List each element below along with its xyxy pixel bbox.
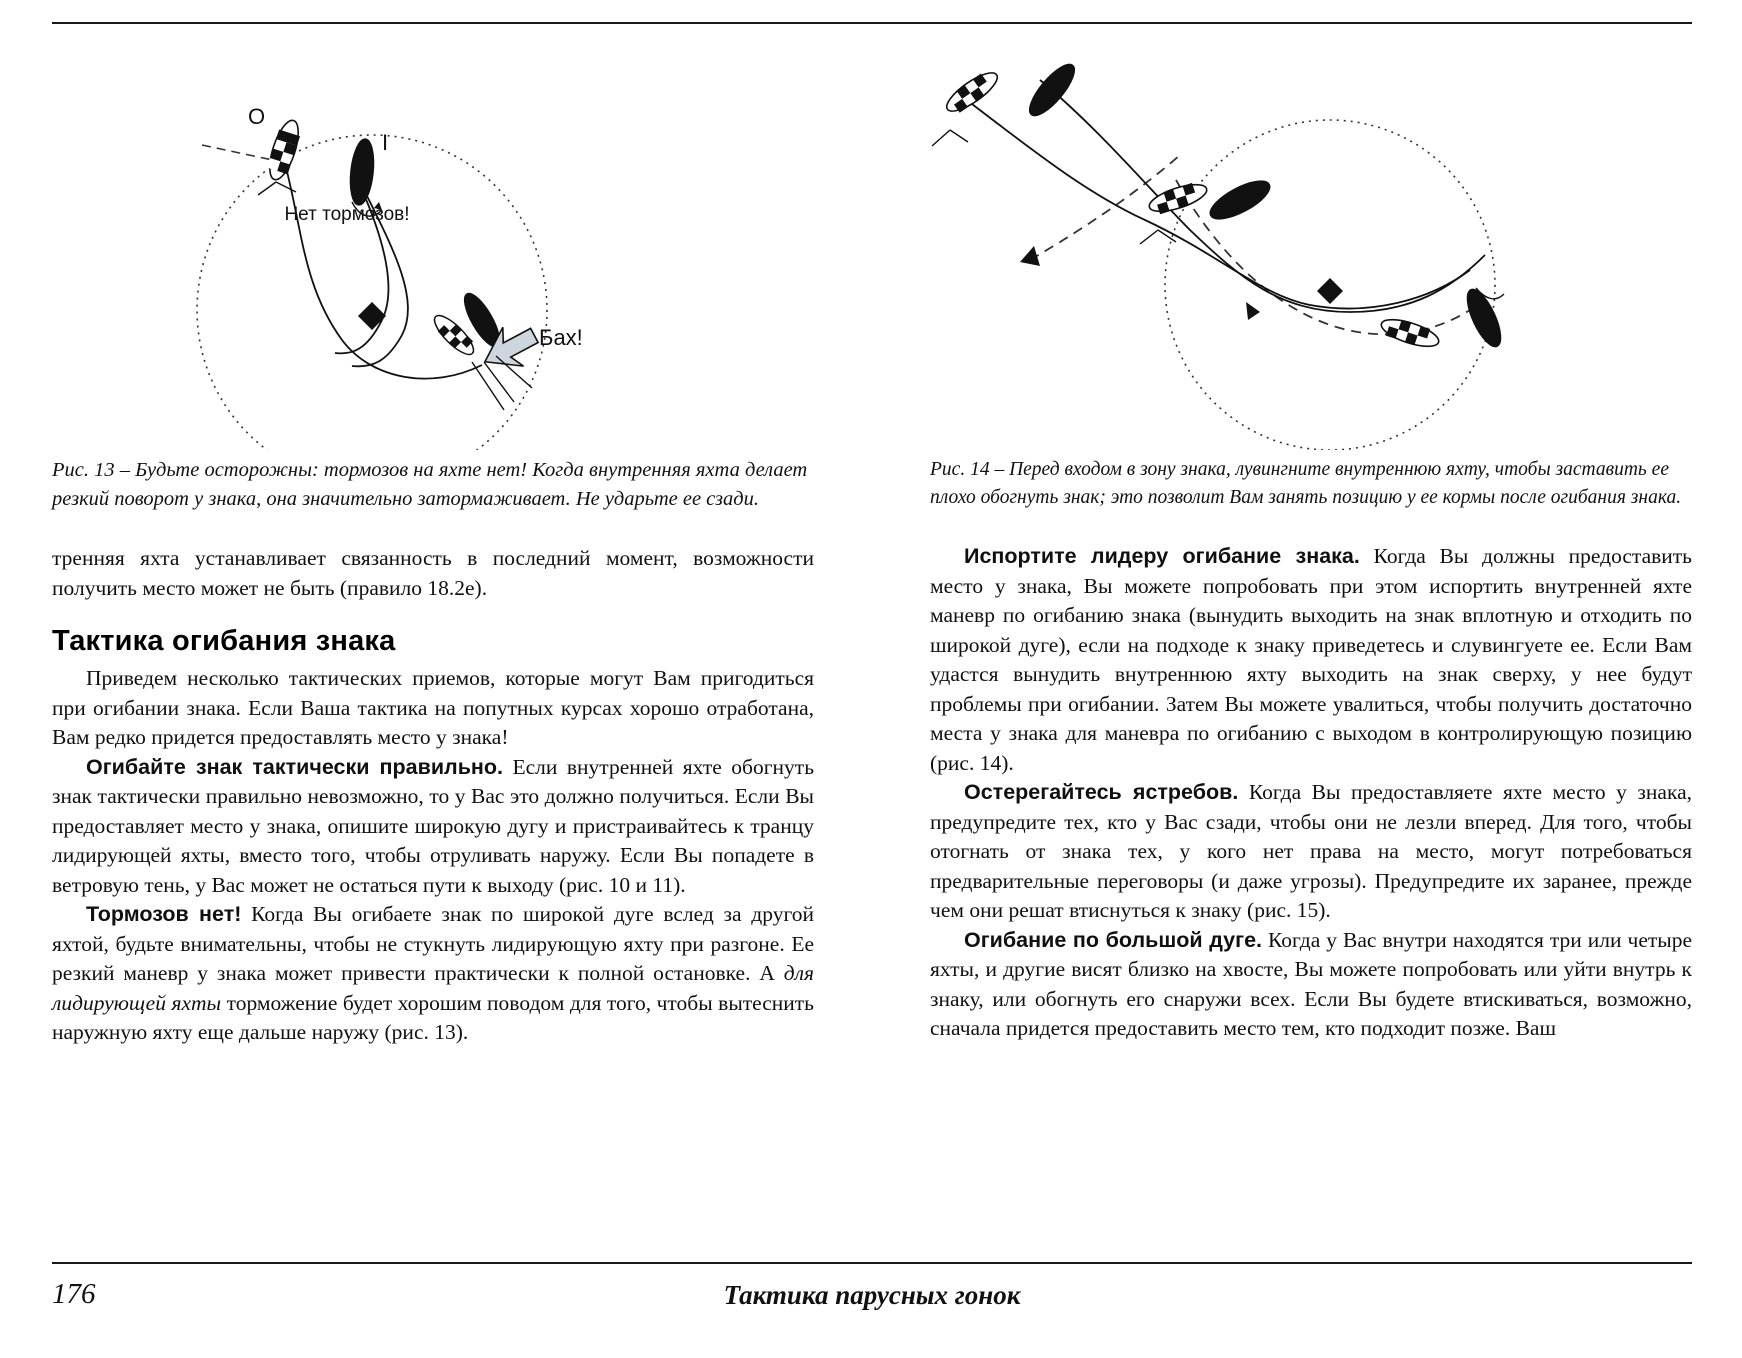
left-paragraph-3 (52, 900, 814, 1048)
left-paragraph-3-lead: Тормозов нет! (86, 902, 242, 926)
page-number: 176 (52, 1278, 96, 1310)
right-paragraph-1 (930, 542, 1692, 778)
right-paragraph-2 (930, 778, 1692, 926)
boat-checkered-3-icon (1378, 314, 1441, 352)
right-paragraph-3-lead: Огибание по большой дуге. (964, 927, 1263, 952)
right-paragraph-2-lead: Остерегайтесь ястребов. (964, 780, 1239, 804)
track-1 (960, 95, 1470, 308)
right-paragraph-1-text: Когда Вы должны предоставить место у знака, Вы можете попробовать при этом испортить внутренней яхте маневр по огибанию знака (вынудить выходить на знак вплотную и отходить по широкой дуге), если на подходе к знаку приведетесь и слувингуете ее. Если Вам удастся вынудить внутреннюю яхту выходить на знак сверху, у нее будут проблемы при огибании. Затем Вы можете увалиться, чтобы получить достаточно места у знака для маневра по огибанию с выходом в контролирующую позицию (рис. 14). (930, 544, 1692, 775)
figure-13 (52, 50, 814, 450)
left-column (52, 50, 814, 1048)
left-paragraph-2-text: Если внутренней яхте обогнуть знак тактически правильно невозможно, то у Вас это должно получиться. Если Вы предоставляет место у знака, опишите широкую дугу и пристраивайтесь к транцу лидирующей яхты, вместо того, чтобы отруливать наружу. Если Вы попадете в ветровую тень, у Вас может не остаться пути к выходу (рис. 10 и 11). (52, 754, 814, 897)
right-column (930, 50, 1692, 1044)
right-paragraph-1-lead: Испортите лидеру огибание знака. (964, 544, 1360, 568)
boat-inner-icon (348, 138, 377, 206)
mark-icon (358, 302, 386, 330)
left-continued-paragraph: тренняя яхта устанавливает связанность в последний момент, возможности получить место может не быть (правило 18.2е). (52, 546, 814, 600)
top-rule (52, 22, 1692, 24)
label-bang: Бах! (539, 325, 583, 350)
boat-checkered-1-icon (942, 67, 1003, 118)
dashed-arrow-head-1 (1020, 246, 1040, 266)
rudder-strokes-1 (932, 130, 968, 146)
boat-black-2-icon (1205, 174, 1275, 226)
page-columns (52, 50, 1692, 1250)
right-paragraph-2-text: Когда Вы предоставляете яхте место у знака, предупредите тех, кто у Вас сзади, чтобы они не лезли вперед. Для того, чтобы отогнать от знака тех, у кого нет права на место, могут потребоваться предварительные переговоры (и даже угрозы). Предупредите их заранее, прежде чем они решат втиснуться к знаку (рис. 15). (930, 780, 1692, 922)
label-inner-boat: I (382, 130, 389, 155)
page-footer (52, 1278, 1692, 1318)
left-paragraph-2-lead: Огибайте знак тактически правильно. (86, 754, 504, 779)
bottom-rule (52, 1262, 1692, 1264)
boat-outer-icon (264, 117, 304, 183)
label-outer-boat: O (248, 104, 266, 129)
right-paragraph-3 (930, 926, 1692, 1044)
mark-icon (1317, 278, 1343, 304)
left-paragraph-3-italic: для лидирующей яхты (52, 961, 814, 1015)
left-paragraph-3-text: Когда Вы огибаете знак по широкой дуге вслед за другой яхтой, будьте внимательны, чтобы не стукнуть лидирующую яхту при разгоне. Ее резкий маневр у знака может привести практически к полной остановке. А (52, 902, 815, 985)
figure-14 (930, 50, 1692, 450)
right-paragraph-3-text: Когда у Вас внутри находятся три или четыре яхты, и другие висят близко на хвосте, Вы можете попробовать или уйти внутрь к знаку, или обогнуть его снаружи всех. Если Вы будете втискиваться, возможно, сначала придется предоставить место тем, кто подходит позже. Ваш (930, 927, 1693, 1040)
section-heading: Тактика огибания знака (52, 625, 396, 657)
left-paragraph-1: Приведем несколько тактических приемов, которые могут Вам пригодиться при огибании знака. Если Ваша тактика на попутных курсах хорошо отработана, Вам редко придется предоставлять место у знака! (52, 666, 814, 749)
left-paragraph-3-text-after: торможение будет хорошим поводом для того, чтобы вытеснить наружную яхту еще дальше наружу (рис. 13). (52, 990, 814, 1044)
dashed-arrow-head-2 (1246, 302, 1260, 320)
figure-14-caption: Рис. 14 – Перед входом в зону знака, лувингните внутреннюю яхту, чтобы заставить ее плохо обогнуть знак; это позволит Вам занять позицию у ее кормы после огибания знака. (930, 459, 1682, 508)
boat-black-1-icon (1023, 58, 1081, 121)
figure-13-caption: Рис. 13 – Будьте осторожны: тормозов на яхте нет! Когда внутренняя яхта делает резкий поворот у знака, она значительно затормаживает. Не ударьте ее сзади. (52, 459, 808, 510)
left-paragraph-2 (52, 753, 814, 901)
running-title: Тактика парусных гонок (723, 1280, 1021, 1310)
label-no-brakes: Нет тормозов! (284, 204, 410, 225)
